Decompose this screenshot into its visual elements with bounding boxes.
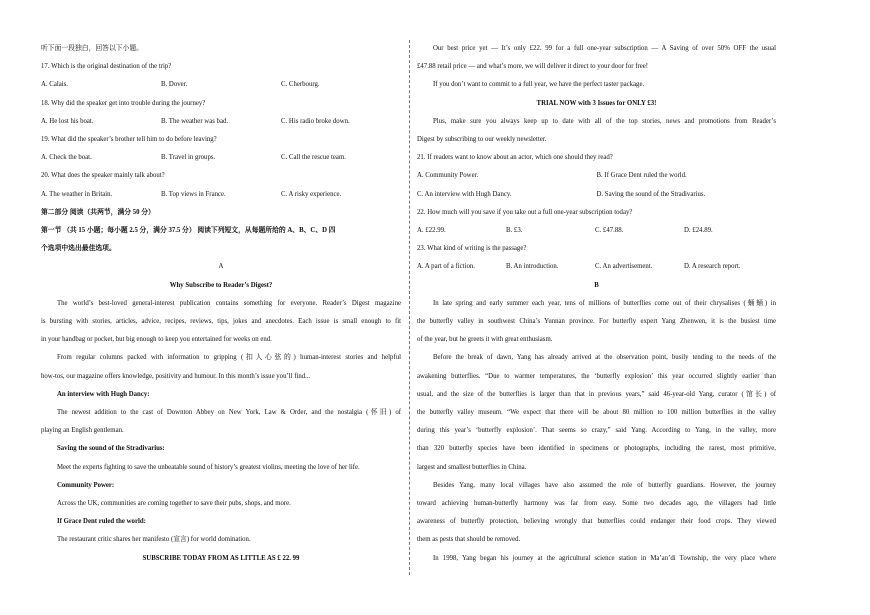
passage-b-line: them as pests that should be removed. <box>417 536 521 544</box>
option: A. He lost his boat. <box>41 117 94 125</box>
listening-intro: 听下面一段独白，回答以下小题。 <box>41 45 143 52</box>
passage-b-line: usual, and the size of the butterflies is larger than that in previous years,” said 46-year-old Yang, curator (馆长) of <box>417 390 776 398</box>
passage-b-line: largest and smallest butterflies in China. <box>417 463 527 471</box>
passage-b-line: Besides Yang, many local villages have also assumed the role of butterfly guardians. However, the journey <box>433 481 776 489</box>
newsletter-line: Plus, make sure you always keep up to date with all of the top stories, news and promotions from Reader’s <box>433 117 776 125</box>
passage-a-letter: A <box>218 263 224 271</box>
passage-b-line: awakening butterflies. “Due to warmer temperatures, the ‘butterfly explosion’ this year occurred slightly earlier than <box>417 372 776 380</box>
option: B. An introduction. <box>506 263 559 271</box>
subscribe-banner: SUBSCRIBE TODAY FROM AS LITTLE AS £ 22. 99 <box>142 554 300 562</box>
newsletter-line: Digest by subscribing to our weekly newsletter. <box>417 136 547 144</box>
option: A. £22.99. <box>417 227 446 235</box>
feature-text: The restaurant critic shares her manifesto (宣言) for world domination. <box>57 536 251 544</box>
para1-line: in your handbag or pocket, but big enough to keep you entertained for weeks on end. <box>41 336 272 344</box>
passage-b-line: during this year’s ‘butterfly explosion’. That seems so crazy,” said Yang. According to Yang, in the valley, more <box>417 427 776 435</box>
passage-b-line: the butterfly valley in southwest China’s Yunnan province. For butterfly expert Yang Zhenwen, it is the busiest time <box>417 318 776 326</box>
question-19: 19. What did the speaker’s brother tell him to do before leaving? <box>41 136 217 144</box>
question-23-options <box>417 258 776 276</box>
option: C. Cherbourg. <box>281 81 320 89</box>
question-19-options <box>41 149 401 167</box>
section1-instruction: 第一节 （共 15 小题；每小题 2.5 分，满分 37.5 分） 阅读下列短文，从每题所给的 A、B、C、D 四 <box>41 227 336 235</box>
option: B. Dover. <box>161 81 188 89</box>
passage-b-line: of the year, but he greets it with great enthusiasm. <box>417 336 553 344</box>
option: C. A risky experience. <box>281 190 342 198</box>
para2-line: From regular columns packed with information to gripping (扣人心弦的) human-interest stories and helpful <box>57 354 401 362</box>
option: C. £47.88. <box>595 227 624 235</box>
column-divider <box>409 40 410 575</box>
feature-text: Across the UK, communities are coming together to save their pubs, shops, and more. <box>57 500 291 508</box>
passage-b-line: awareness of butterfly protection, believing wrongly that butterflies could endanger their food crops. They viewed <box>417 518 776 526</box>
option: A. The weather in Britain. <box>41 190 113 198</box>
passage-b-line: In 1998, Yang began his journey at the agricultural science station in Ma’an’di Township, the very place where <box>433 554 776 562</box>
offer-line: Our best price yet — It’s only £22. 99 for a full one-year subscription — A Saving of over 50% OFF the usual <box>433 45 776 52</box>
question-21: 21. If readers want to know about an actor, which one should they read? <box>417 154 613 162</box>
feature-heading-hugh-dancy: An interview with Hugh Dancy: <box>57 390 150 398</box>
question-21-options <box>417 167 776 185</box>
feature-text: The newest addition to the cast of Downton Abbey on New York, Law & Order, and the nostalgia (怀旧) of <box>57 409 401 417</box>
option: C. An advertisement. <box>595 263 653 271</box>
passage-b-line: the butterfly valley museum. “We expect that there will be about 80 million to 100 million butterflies in the valley <box>417 409 776 417</box>
option: A. Check the boat. <box>41 154 92 162</box>
passage-b-line: toward achieving human-butterfly harmony was far from easy. Some two decades ago, the villagers had little <box>417 500 776 508</box>
feature-heading-stradivarius: Saving the sound of the Stradivarius: <box>57 445 165 453</box>
question-20-options <box>41 186 401 204</box>
question-17: 17. Which is the original destination of the trip? <box>41 63 172 71</box>
option: D. A research report. <box>684 263 741 271</box>
para2-line: how-tos, our magazine offers knowledge, positivity and humour. In this month’s issue you’ll find... <box>41 372 311 380</box>
option: D. £24.89. <box>684 227 713 235</box>
option: B. Top views in France. <box>161 190 226 198</box>
question-23: 23. What kind of writing is the passage? <box>417 245 527 253</box>
option: B. The weather was bad. <box>161 117 229 125</box>
section1-instruction-cont: 个选项中选出最佳选项。 <box>41 245 116 253</box>
option: A. A part of a fiction. <box>417 263 475 271</box>
offer-line: £47.88 retail price — and what’s more, we will deliver it direct to your door for free! <box>417 63 649 71</box>
right-column <box>417 40 776 568</box>
part2-heading: 第二部分 阅读（共两节，满分 50 分） <box>41 208 155 216</box>
option: B. Travel in groups. <box>161 154 216 162</box>
option: A. Community Power. <box>417 172 479 180</box>
feature-heading-grace-dent: If Grace Dent ruled the world: <box>57 518 146 526</box>
question-17-options <box>41 76 401 94</box>
offer-line: If you don’t want to commit to a full year, we have the perfect taster package. <box>433 81 645 89</box>
para1-line: The world’s best-loved general-interest publication contains something for everyone. Reader’s Digest magazine <box>57 299 401 307</box>
question-18-options <box>41 113 401 131</box>
passage-a-title: Why Subscribe to Reader’s Digest? <box>169 281 273 289</box>
question-22-options <box>417 222 776 240</box>
question-20: 20. What does the speaker mainly talk about? <box>41 172 165 180</box>
passage-b-line: than 320 butterfly species have been identified in specimens or photographs, including the rarest, most primitive, <box>417 445 776 453</box>
option: C. An interview with Hugh Dancy. <box>417 190 512 198</box>
option: B. £3. <box>506 227 523 235</box>
option: B. If Grace Dent ruled the world. <box>596 172 687 180</box>
passage-b-line: In late spring and early summer each year, tens of millions of butterflies come out of their chrysalises (蛹蛹) in <box>433 299 776 307</box>
passage-b-letter: B <box>594 281 599 289</box>
trial-banner: TRIAL NOW with 3 Issues for ONLY £3! <box>536 99 657 107</box>
option: C. Call the rescue team. <box>281 154 346 162</box>
passage-b-line: Before the break of dawn, Yang has already arrived at the observation point, busily tending to the needs of the <box>433 354 776 362</box>
feature-heading-community-power: Community Power: <box>57 481 115 489</box>
feature-text: Meet the experts fighting to save the unbeatable sound of history’s greatest violins, meeting the love of her life. <box>57 463 360 471</box>
left-column <box>41 40 401 568</box>
feature-text: playing an English gentleman. <box>41 427 124 435</box>
question-22: 22. How much will you save if you take out a full one-year subscription today? <box>417 208 633 216</box>
option: D. Saving the sound of the Stradivarius. <box>596 190 706 198</box>
question-21-options <box>417 186 776 204</box>
option: C. His radio broke down. <box>281 117 350 125</box>
option: A. Calais. <box>41 81 68 89</box>
para1-line: is bursting with stories, articles, advice, recipes, reviews, tips, jokes and anecdotes. Each issue is small enough to fit <box>41 318 401 326</box>
question-18: 18. Why did the speaker get into trouble during the journey? <box>41 99 206 107</box>
